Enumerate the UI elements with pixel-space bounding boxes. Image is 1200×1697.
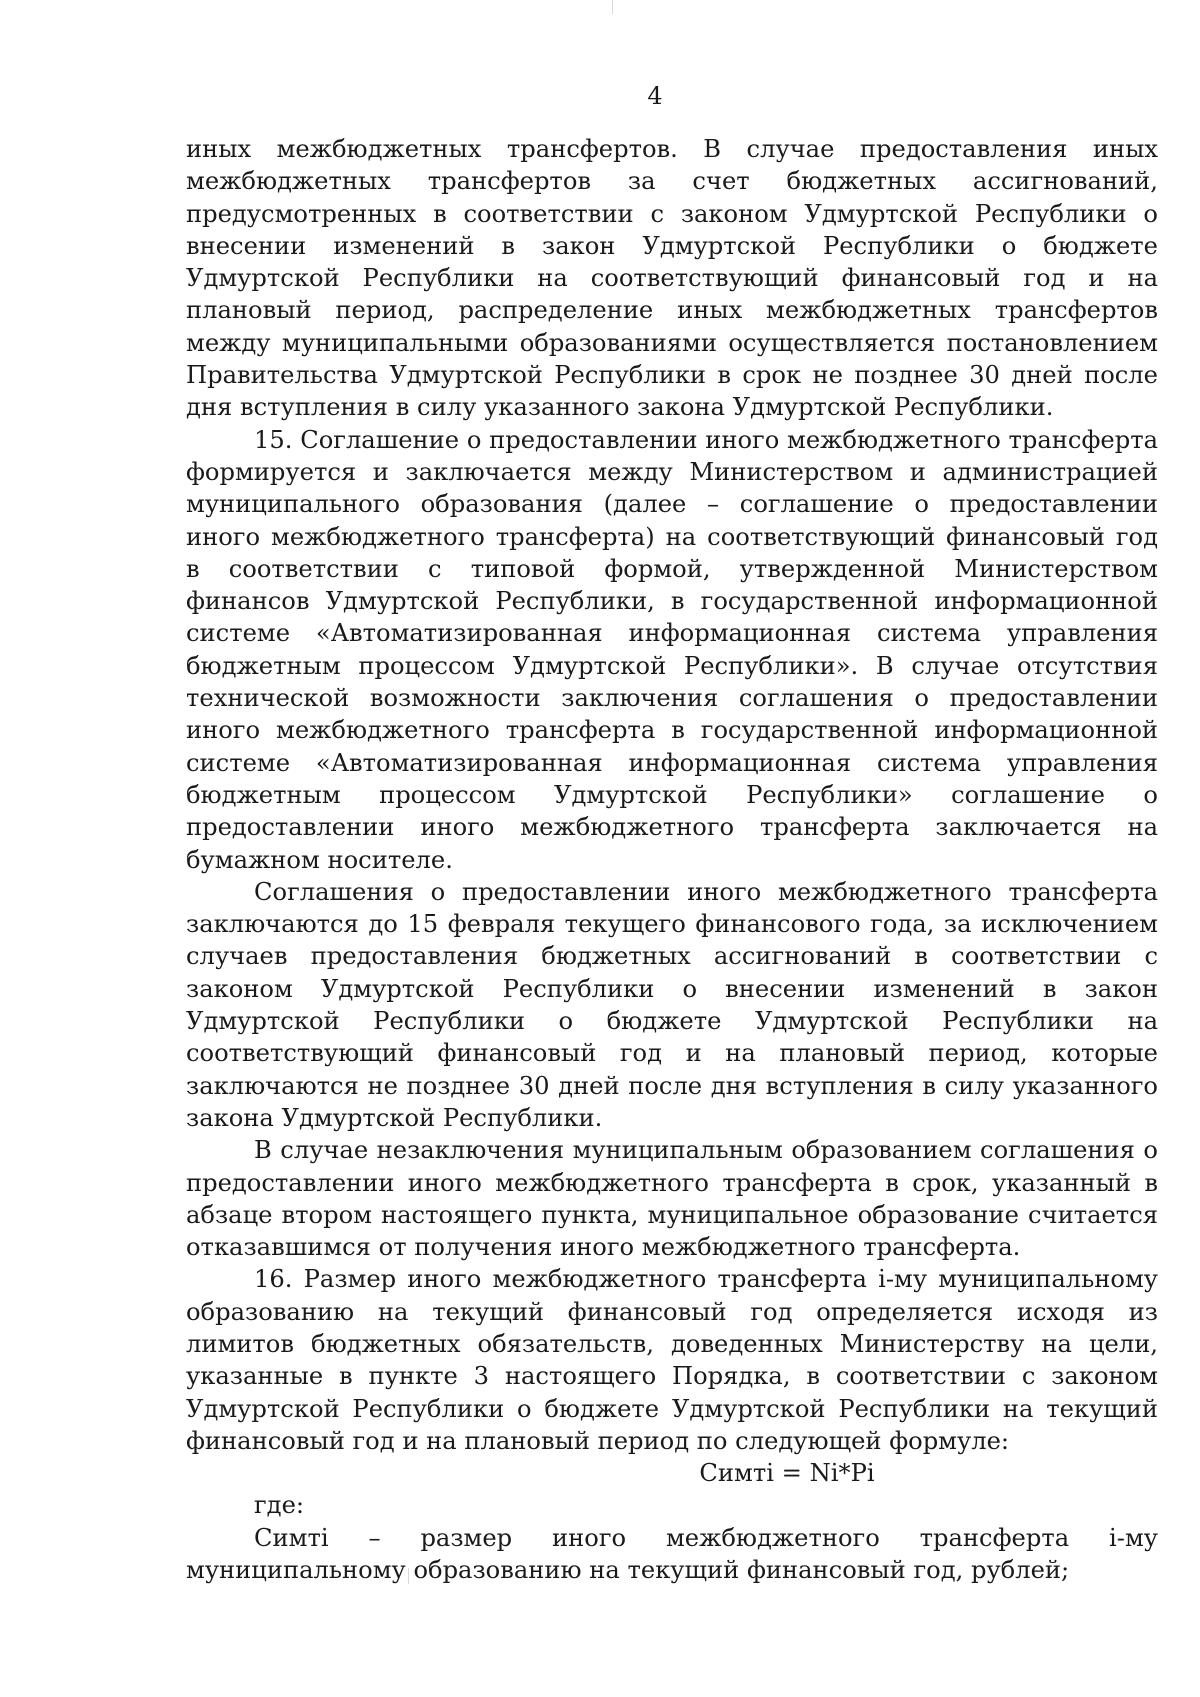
paragraph-agreements-deadline: Соглашения о предоставлении иного межбюджетного трансферта заключаются до 15 февраля текущего финансового года, за исключением случаев предоставления бюджетных ассигнований в соответствии с законом Удмуртской Республики о внесении изменений в закон Удмуртской Республики о бюджете Удмуртской Республики на соответствующий финансовый год и на плановый период, которые заключаются не позднее 30 дней после дня вступления в силу указанного закона Удмуртской Республики. [186,877,1158,1132]
paragraph-item-16: 16. Размер иного межбюджетного трансферта i-му муниципальному образованию на текущий финансовый год определяется исходя из лимитов бюджетных обязательств, доведенных Министерству на цели, указанные в пункте 3 настоящего Порядка, в соответствии с законом Удмуртской Республики о бюджете Удмуртской Республики на текущий финансовый год и на плановый период по следующей формуле: [186,1265,1158,1455]
where-label: где: [254,1491,305,1520]
scan-artifact-top [612,0,613,14]
page-number: 4 [647,82,663,110]
paragraph-non-conclusion: В случае незаключения муниципальным образованием соглашения о предоставлении иного межбюджетного трансферта в срок, указанный в абзаце втором настоящего пункта, муниципальное образование считается отказавшимся от получения иного межбюджетного трансферта. [186,1136,1158,1262]
paragraph-item-15: 15. Соглашение о предоставлении иного межбюджетного трансферта формируется и заключается между Министерством и администрацией муниципального образования (далее – соглашение о предоставлении иного межбюджетного трансферта) на соответствующий финансовый год в соответствии с типовой формой, утвержденной Министерством финансов Удмуртской Республики, в государственной информационной системе «Автоматизированная информационная система управления бюджетным процессом Удмуртской Республики». В случае отсутствия технической возможности заключения соглашения о предоставлении иного межбюджетного трансферта в государственной информационной системе «Автоматизированная информационная система управления бюджетным процессом Удмуртской Республики» соглашение о предоставлении иного межбюджетного трансферта заключается на бумажном носителе. [186,425,1158,874]
formula-definition: Симтi – размер иного межбюджетного трансферта i-му муниципальному образованию на текущий финансовый год, рублей; [186,1523,1158,1585]
document-body [186,133,1158,1586]
formula: Симтi = Ni*Pi [699,1459,875,1488]
paragraph-continuation: иных межбюджетных трансфертов. В случае предоставления иных межбюджетных трансфертов за счет бюджетных ассигнований, предусмотренных в соответствии с законом Удмуртской Республики о внесении изменений в закон Удмуртской Республики о бюджете Удмуртской Республики на соответствующий финансовый год и на плановый период, распределение иных межбюджетных трансфертов между муниципальными образованиями осуществляется постановлением Правительства Удмуртской Республики в срок не позднее 30 дней после дня вступления в силу указанного закона Удмуртской Республики. [186,135,1158,422]
